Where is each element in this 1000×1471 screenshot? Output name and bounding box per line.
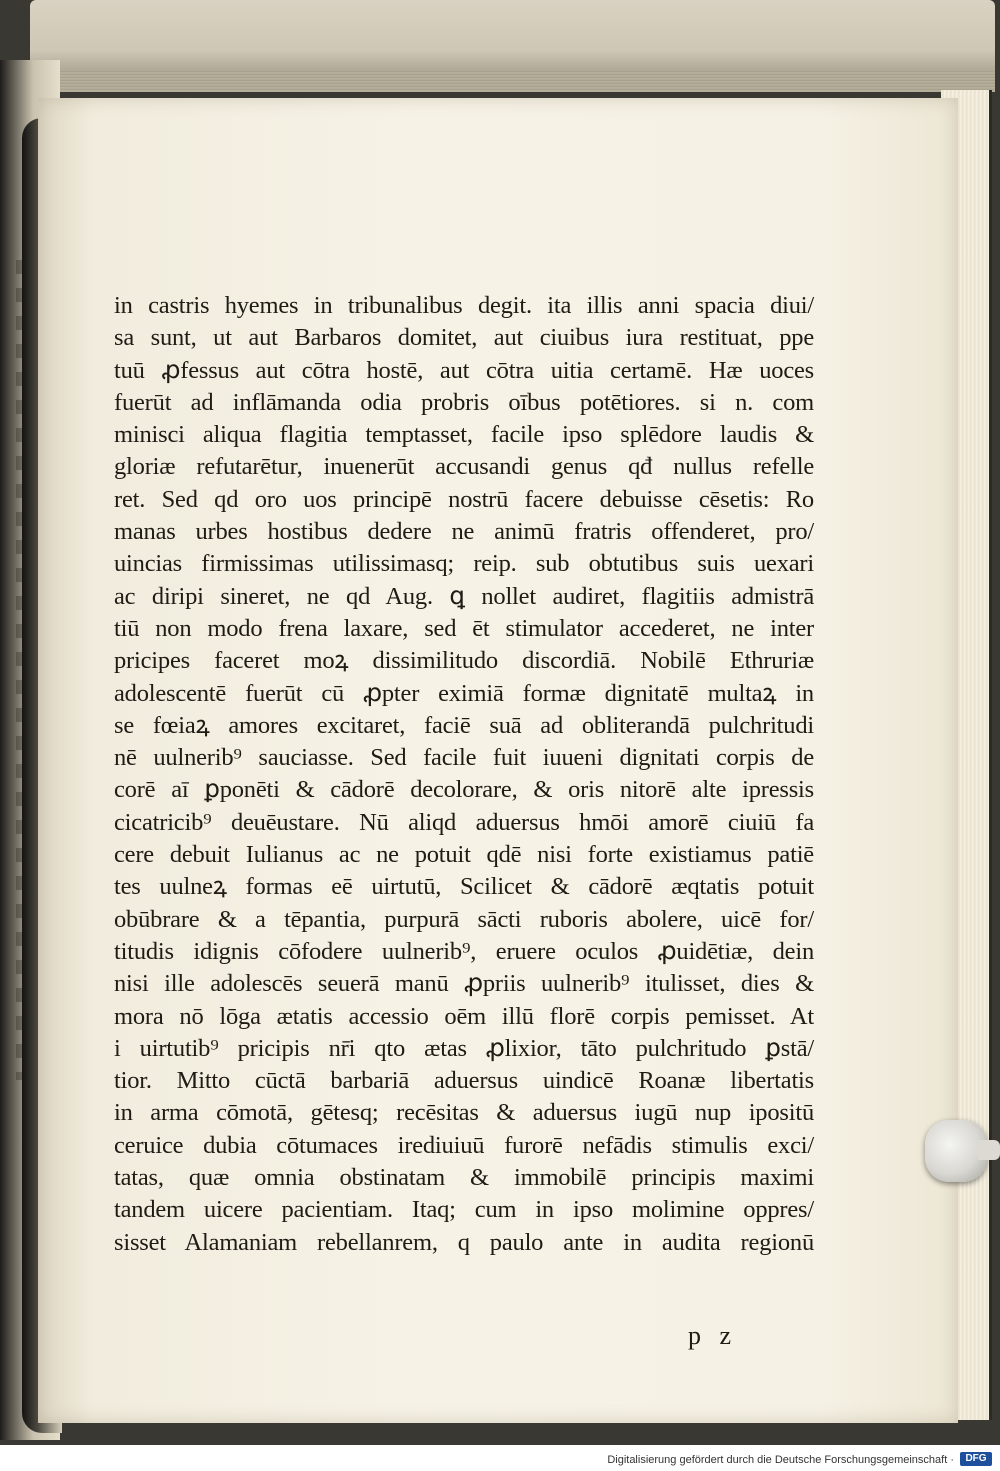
text-line: titudis idignis cōfodere uulnerib⁹, eruere oculos ꝓuidētiæ, dein xyxy=(114,937,814,965)
text-line: cicatricib⁹ deuēustare. Nū aliqd aduersus hmōi amorē ciuiū fa xyxy=(114,808,814,836)
text-line: tes uulneꝝ formas eē uirtutū, Scilicet & cādorē æqtatis potuit xyxy=(114,873,814,901)
recto-page xyxy=(38,98,958,1423)
funding-credit: Digitalisierung gefördert durch die Deutsche Forschungsgemeinschaft · xyxy=(607,1454,954,1466)
text-line: tuū ꝓfessus aut cōtra hostē, aut cōtra uitia certamē. Hæ uoces xyxy=(114,356,814,384)
text-line: tiū non modo frena laxare, sed ēt stimulator accederet, ne inter xyxy=(114,614,814,642)
text-line: nisi ille adolescēs seuerā manū ꝓpriis uulnerib⁹ itulisset, dies & xyxy=(114,970,814,998)
text-line: nē uulnerib⁹ sauciasse. Sed facile fuit iuueni dignitati corpis de xyxy=(114,744,814,772)
book-top-edge xyxy=(30,0,995,92)
text-line: sisset Alamaniam rebellanrem, q paulo ante in audita regionū xyxy=(114,1228,814,1256)
text-line: pricipes faceret moꝝ dissimilitudo discordiā. Nobilē Ethruriæ xyxy=(114,647,814,675)
text-line: se fœiaꝝ amores excitaret, faciē suā ad obliterandā pulchritudi xyxy=(114,711,814,739)
text-line: tandem uicere pacientiam. Itaq; cum in ipso molimine oppres/ xyxy=(114,1196,814,1224)
text-line: minisci aliqua flagitia temptasset, facile ipso splēdore laudis & xyxy=(114,421,814,449)
text-line: fuerūt ad inflāmanda odia probris oībus potētiores. si n. com xyxy=(114,388,814,416)
text-line: sa sunt, ut aut Barbaros domitet, aut ciuibus iura restituat, ppe xyxy=(114,324,814,352)
text-line: in arma cōmotā, gētesq; recēsitas & aduersus iugū nup ipositū xyxy=(114,1099,814,1127)
text-line: uincias firmissimas utilissimasq; reip. sub obtutibus suis uexari xyxy=(114,550,814,578)
text-line: corē aī ꝑponēti & cādorē decolorare, & oris nitorē alte ipressis xyxy=(114,776,814,804)
signature-mark: p z xyxy=(688,1321,738,1350)
dfg-logo: DFG xyxy=(960,1452,992,1466)
text-line: cere debuit Iulianus ac ne potuit qdē nisi forte existiamus patiē xyxy=(114,841,814,869)
text-line: mora nō lōga ætatis accessio oēm illū florē corpis pemisset. At xyxy=(114,1002,814,1030)
text-line: ac diripi sineret, ne qd Aug. ꝗ nollet audiret, flagitiis admistrā xyxy=(114,582,814,610)
text-line: in castris hyemes in tribunalibus degit. ita illis anni spacia diui/ xyxy=(114,292,814,319)
book-clip-tip xyxy=(978,1140,1000,1160)
text-line: adolescentē fuerūt cū ꝓpter eximiā formæ dignitatē multaꝝ in xyxy=(114,679,814,707)
text-line: tatas, quæ omnia obstinatam & immobilē principis maximi xyxy=(114,1164,814,1192)
text-line: ret. Sed qd oro uos principē nostrū facere debuisse cēsetis: Ro xyxy=(114,485,814,513)
text-line: i uirtutib⁹ pricipis nr̄i qto ætas ꝓlixior, tāto pulchritudo ꝑstā/ xyxy=(114,1034,814,1062)
text-line: gloriæ refutarētur, inuenerūt accusandi genus qđ nullus refelle xyxy=(114,453,814,481)
text-line: obūbrare & a tēpantia, purpurā sācti ruboris abolere, uicē for/ xyxy=(114,905,814,933)
latin-text-block xyxy=(114,290,814,1259)
text-line: ceruice dubia cōtumaces irediuiuū furorē nefādis stimulis exci/ xyxy=(114,1131,814,1159)
digitization-footer xyxy=(0,1445,1000,1471)
text-line: tior. Mitto cūctā barbariā aduersus uindicē Roanæ libertatis xyxy=(114,1067,814,1095)
text-line: manas urbes hostibus dedere ne animū fratris offenderet, pro/ xyxy=(114,518,814,546)
